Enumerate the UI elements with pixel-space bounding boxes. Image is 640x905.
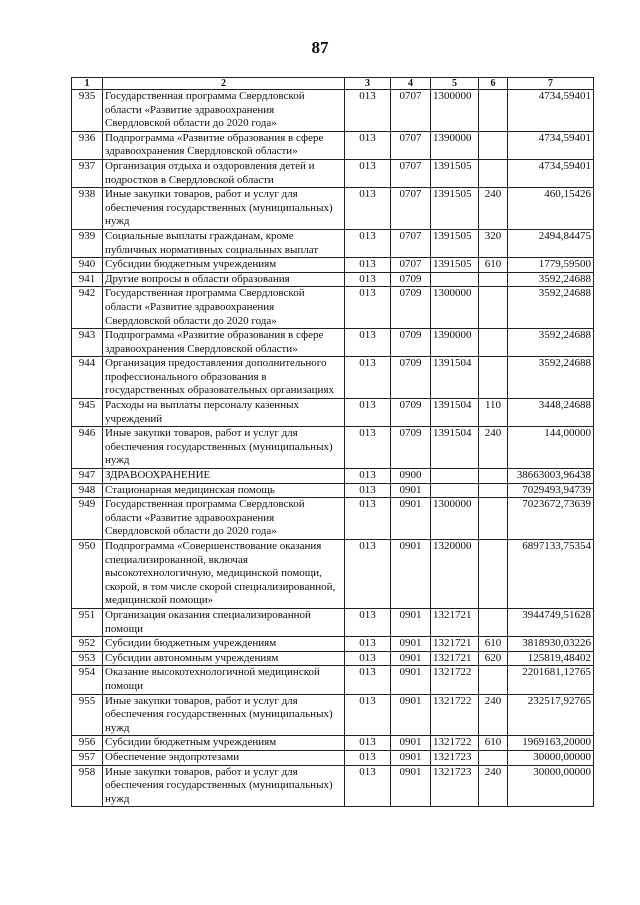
row-ministry-code: 013 (345, 131, 391, 159)
row-description: Обеспечение эндопротезами (103, 750, 345, 765)
row-section-code: 0709 (391, 287, 431, 329)
row-amount: 3592,24688 (508, 329, 594, 357)
row-ministry-code: 013 (345, 483, 391, 498)
row-ministry-code: 013 (345, 651, 391, 666)
row-description: Другие вопросы в области образования (103, 272, 345, 287)
row-number: 935 (72, 90, 103, 132)
row-section-code: 0707 (391, 258, 431, 273)
table-row (72, 469, 594, 484)
row-description: Государственная программа Свердловской области «Развитие здравоохранения Свердловской области до 2020 года» (103, 90, 345, 132)
row-section-code: 0707 (391, 90, 431, 132)
row-expense-type: 240 (479, 188, 508, 230)
row-ministry-code: 013 (345, 498, 391, 540)
row-ministry-code: 013 (345, 637, 391, 652)
row-amount: 6897133,75354 (508, 540, 594, 609)
row-amount: 3592,24688 (508, 287, 594, 329)
row-number: 942 (72, 287, 103, 329)
row-description: Государственная программа Свердловской области «Развитие здравоохранения Свердловской области до 2020 года» (103, 498, 345, 540)
row-expense-type (479, 469, 508, 484)
row-target-code: 1391504 (431, 399, 479, 427)
row-target-code: 1390000 (431, 131, 479, 159)
table-row (72, 229, 594, 257)
row-expense-type (479, 357, 508, 399)
row-description: Иные закупки товаров, работ и услуг для обеспечения государственных (муниципальных) нужд (103, 694, 345, 736)
row-amount: 2494,84475 (508, 229, 594, 257)
row-amount: 3592,24688 (508, 272, 594, 287)
row-expense-type (479, 666, 508, 694)
row-number: 938 (72, 188, 103, 230)
row-description: Социальные выплаты гражданам, кроме публичных нормативных социальных выплат (103, 229, 345, 257)
row-section-code: 0707 (391, 131, 431, 159)
row-number: 954 (72, 666, 103, 694)
row-target-code: 1391505 (431, 188, 479, 230)
row-expense-type (479, 498, 508, 540)
row-expense-type: 610 (479, 258, 508, 273)
row-expense-type (479, 329, 508, 357)
row-amount: 7029493,94739 (508, 483, 594, 498)
row-section-code: 0901 (391, 637, 431, 652)
row-amount: 460,15426 (508, 188, 594, 230)
row-ministry-code: 013 (345, 540, 391, 609)
row-ministry-code: 013 (345, 427, 391, 469)
row-section-code: 0707 (391, 188, 431, 230)
row-description: Государственная программа Свердловской области «Развитие здравоохранения Свердловской области до 2020 года» (103, 287, 345, 329)
row-ministry-code: 013 (345, 229, 391, 257)
table-row (72, 90, 594, 132)
table-row (72, 258, 594, 273)
row-expense-type: 240 (479, 694, 508, 736)
header-cell: 2 (103, 78, 345, 90)
row-ministry-code: 013 (345, 694, 391, 736)
row-number: 946 (72, 427, 103, 469)
row-section-code: 0707 (391, 229, 431, 257)
row-amount: 1969163,20000 (508, 736, 594, 751)
row-amount: 232517,92765 (508, 694, 594, 736)
row-section-code: 0901 (391, 498, 431, 540)
header-cell: 6 (479, 78, 508, 90)
table-row (72, 637, 594, 652)
row-number: 956 (72, 736, 103, 751)
row-amount: 3592,24688 (508, 357, 594, 399)
row-description: Субсидии бюджетным учреждениям (103, 736, 345, 751)
table-row (72, 287, 594, 329)
table-row (72, 765, 594, 807)
row-target-code: 1321721 (431, 651, 479, 666)
row-number: 955 (72, 694, 103, 736)
row-section-code: 0901 (391, 694, 431, 736)
row-number: 940 (72, 258, 103, 273)
row-target-code: 1391505 (431, 159, 479, 187)
row-expense-type (479, 483, 508, 498)
row-description: Организация оказания специализированной помощи (103, 608, 345, 636)
row-description: Иные закупки товаров, работ и услуг для обеспечения государственных (муниципальных) нужд (103, 765, 345, 807)
row-number: 947 (72, 469, 103, 484)
row-description: Расходы на выплаты персоналу казенных учреждений (103, 399, 345, 427)
row-description: Организация отдыха и оздоровления детей и подростков в Свердловской области (103, 159, 345, 187)
row-ministry-code: 013 (345, 329, 391, 357)
row-target-code: 1321722 (431, 694, 479, 736)
row-ministry-code: 013 (345, 765, 391, 807)
row-section-code: 0709 (391, 329, 431, 357)
row-description: ЗДРАВООХРАНЕНИЕ (103, 469, 345, 484)
row-ministry-code: 013 (345, 608, 391, 636)
row-number: 950 (72, 540, 103, 609)
row-section-code: 0901 (391, 483, 431, 498)
row-amount: 4734,59401 (508, 90, 594, 132)
row-number: 945 (72, 399, 103, 427)
table-row (72, 694, 594, 736)
row-number: 949 (72, 498, 103, 540)
row-number: 948 (72, 483, 103, 498)
row-target-code: 1321723 (431, 750, 479, 765)
row-section-code: 0901 (391, 666, 431, 694)
row-amount: 3944749,51628 (508, 608, 594, 636)
row-amount: 7023672,73639 (508, 498, 594, 540)
row-target-code: 1300000 (431, 498, 479, 540)
row-description: Подпрограмма «Развитие образования в сфере здравоохранения Свердловской области» (103, 329, 345, 357)
row-target-code: 1391505 (431, 258, 479, 273)
row-section-code: 0709 (391, 399, 431, 427)
row-description: Иные закупки товаров, работ и услуг для обеспечения государственных (муниципальных) нужд (103, 427, 345, 469)
row-section-code: 0709 (391, 357, 431, 399)
row-expense-type (479, 90, 508, 132)
row-target-code: 1321722 (431, 736, 479, 751)
budget-table (71, 77, 594, 807)
row-amount: 4734,59401 (508, 159, 594, 187)
row-amount: 3448,24688 (508, 399, 594, 427)
table-row (72, 399, 594, 427)
header-cell: 1 (72, 78, 103, 90)
row-description: Субсидии бюджетным учреждениям (103, 258, 345, 273)
table-row (72, 329, 594, 357)
row-ministry-code: 013 (345, 750, 391, 765)
row-amount: 125819,48402 (508, 651, 594, 666)
table-row (72, 357, 594, 399)
table-row (72, 483, 594, 498)
row-description: Субсидии бюджетным учреждениям (103, 637, 345, 652)
row-ministry-code: 013 (345, 287, 391, 329)
row-target-code: 1321722 (431, 666, 479, 694)
row-target-code: 1321721 (431, 637, 479, 652)
row-section-code: 0901 (391, 765, 431, 807)
row-section-code: 0709 (391, 272, 431, 287)
row-target-code: 1300000 (431, 287, 479, 329)
row-expense-type: 320 (479, 229, 508, 257)
row-target-code: 1321721 (431, 608, 479, 636)
row-expense-type: 240 (479, 765, 508, 807)
row-section-code: 0709 (391, 427, 431, 469)
row-amount: 30000,00000 (508, 750, 594, 765)
row-section-code: 0901 (391, 750, 431, 765)
row-amount: 2201681,12765 (508, 666, 594, 694)
row-expense-type (479, 131, 508, 159)
row-target-code: 1300000 (431, 90, 479, 132)
table-row (72, 131, 594, 159)
row-number: 939 (72, 229, 103, 257)
row-number: 943 (72, 329, 103, 357)
header-cell: 4 (391, 78, 431, 90)
row-number: 958 (72, 765, 103, 807)
row-amount: 30000,00000 (508, 765, 594, 807)
row-amount: 1779,59500 (508, 258, 594, 273)
row-section-code: 0901 (391, 540, 431, 609)
row-amount: 4734,59401 (508, 131, 594, 159)
table-row (72, 736, 594, 751)
row-ministry-code: 013 (345, 736, 391, 751)
row-number: 957 (72, 750, 103, 765)
row-description: Организация предоставления дополнительного профессионального образования в государственных образовательных организациях (103, 357, 345, 399)
row-description: Подпрограмма «Совершенствование оказания специализированной, включая высокотехнологичную, медицинской помощи, скорой, в том числе скорой специализированной, медицинской помощи» (103, 540, 345, 609)
row-ministry-code: 013 (345, 159, 391, 187)
table-row (72, 651, 594, 666)
row-expense-type (479, 287, 508, 329)
table-row (72, 272, 594, 287)
row-expense-type (479, 540, 508, 609)
table-row (72, 540, 594, 609)
row-amount: 3818930,03226 (508, 637, 594, 652)
table-row (72, 608, 594, 636)
row-target-code (431, 483, 479, 498)
row-amount: 38663003,96438 (508, 469, 594, 484)
row-target-code (431, 469, 479, 484)
row-section-code: 0901 (391, 736, 431, 751)
row-expense-type (479, 159, 508, 187)
row-number: 951 (72, 608, 103, 636)
row-description: Подпрограмма «Развитие образования в сфере здравоохранения Свердловской области» (103, 131, 345, 159)
row-expense-type: 110 (479, 399, 508, 427)
row-expense-type: 610 (479, 637, 508, 652)
header-cell: 5 (431, 78, 479, 90)
table-row (72, 750, 594, 765)
row-expense-type (479, 750, 508, 765)
table-header-row (72, 78, 594, 90)
row-number: 936 (72, 131, 103, 159)
row-ministry-code: 013 (345, 258, 391, 273)
row-number: 941 (72, 272, 103, 287)
table-row (72, 427, 594, 469)
row-description: Оказание высокотехнологичной медицинской помощи (103, 666, 345, 694)
page-number: 87 (311, 38, 329, 57)
row-number: 952 (72, 637, 103, 652)
row-amount: 144,00000 (508, 427, 594, 469)
row-expense-type (479, 608, 508, 636)
row-section-code: 0901 (391, 651, 431, 666)
row-target-code: 1391504 (431, 357, 479, 399)
row-expense-type (479, 272, 508, 287)
row-ministry-code: 013 (345, 357, 391, 399)
table-body (72, 90, 594, 807)
row-description: Субсидии автономным учреждениям (103, 651, 345, 666)
table-row (72, 159, 594, 187)
row-target-code: 1321723 (431, 765, 479, 807)
row-target-code: 1391504 (431, 427, 479, 469)
table-row (72, 498, 594, 540)
row-ministry-code: 013 (345, 272, 391, 287)
row-section-code: 0900 (391, 469, 431, 484)
row-ministry-code: 013 (345, 469, 391, 484)
row-section-code: 0901 (391, 608, 431, 636)
row-expense-type: 620 (479, 651, 508, 666)
row-number: 937 (72, 159, 103, 187)
header-cell: 3 (345, 78, 391, 90)
row-number: 944 (72, 357, 103, 399)
row-ministry-code: 013 (345, 666, 391, 694)
row-description: Стационарная медицинская помощь (103, 483, 345, 498)
row-target-code: 1320000 (431, 540, 479, 609)
row-expense-type: 240 (479, 427, 508, 469)
row-target-code (431, 272, 479, 287)
row-ministry-code: 013 (345, 188, 391, 230)
row-ministry-code: 013 (345, 399, 391, 427)
table-row (72, 666, 594, 694)
table-row (72, 188, 594, 230)
row-target-code: 1390000 (431, 329, 479, 357)
row-description: Иные закупки товаров, работ и услуг для обеспечения государственных (муниципальных) нужд (103, 188, 345, 230)
row-section-code: 0707 (391, 159, 431, 187)
row-ministry-code: 013 (345, 90, 391, 132)
row-number: 953 (72, 651, 103, 666)
header-cell: 7 (508, 78, 594, 90)
row-expense-type: 610 (479, 736, 508, 751)
row-target-code: 1391505 (431, 229, 479, 257)
